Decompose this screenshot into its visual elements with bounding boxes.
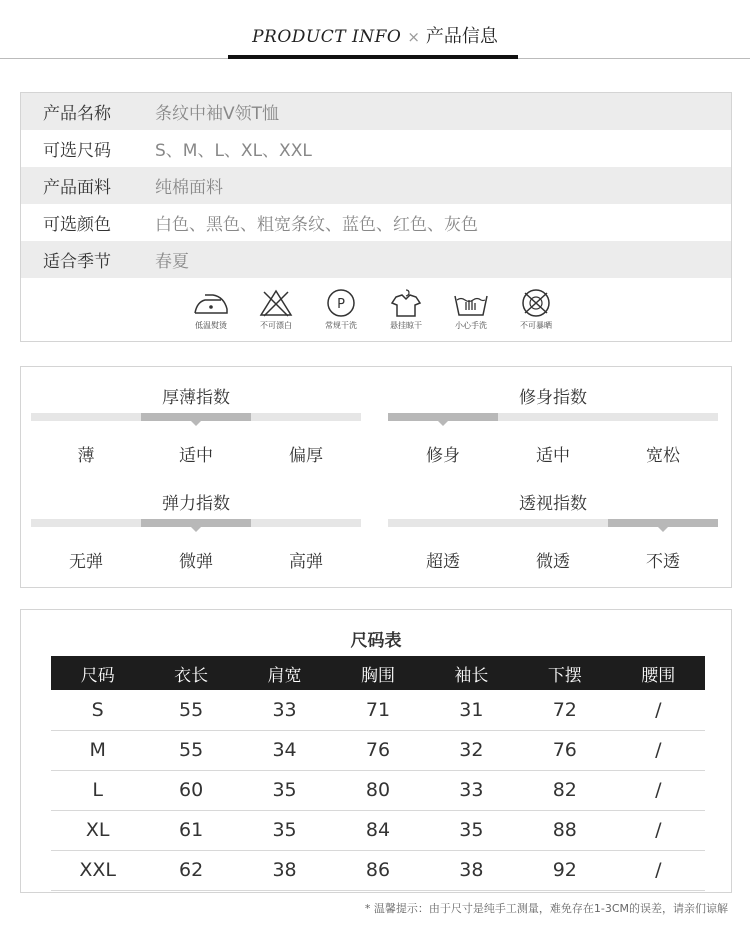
table-cell: 34 xyxy=(238,730,331,770)
table-cell: 82 xyxy=(518,770,611,810)
index-transparency xyxy=(388,473,718,573)
table-cell: / xyxy=(612,770,705,810)
info-value: 春夏 xyxy=(155,252,189,272)
info-row-sizes xyxy=(21,130,731,167)
info-label: 可选颜色 xyxy=(43,215,111,235)
index-option: 偏厚 xyxy=(289,446,323,466)
index-option: 高弹 xyxy=(289,552,323,572)
table-cell: / xyxy=(612,690,705,730)
table-cell: 35 xyxy=(238,810,331,850)
index-pointer xyxy=(191,527,201,532)
care-item xyxy=(441,288,501,331)
iron-low-icon xyxy=(191,288,231,318)
info-row-fabric xyxy=(21,167,731,204)
index-option: 适中 xyxy=(536,446,570,466)
index-pointer xyxy=(438,421,448,426)
table-cell: S xyxy=(51,690,144,730)
table-cell: 33 xyxy=(425,770,518,810)
care-label: 小心手洗 xyxy=(455,321,487,330)
column-header: 衣长 xyxy=(144,656,237,690)
column-header: 胸围 xyxy=(331,656,424,690)
table-cell: / xyxy=(612,850,705,890)
column-header: 下摆 xyxy=(518,656,611,690)
table-cell: 55 xyxy=(144,690,237,730)
table-cell: 35 xyxy=(425,810,518,850)
table-cell: 76 xyxy=(518,730,611,770)
index-option: 不透 xyxy=(646,552,680,572)
info-row-season xyxy=(21,241,731,278)
table-cell: 38 xyxy=(425,850,518,890)
index-track xyxy=(388,519,718,527)
index-title: 弹力指数 xyxy=(162,494,230,514)
table-cell: XXL xyxy=(51,850,144,890)
index-selected-segment xyxy=(608,519,718,527)
table-cell: XL xyxy=(51,810,144,850)
index-option: 修身 xyxy=(426,446,460,466)
table-row xyxy=(51,850,705,890)
index-track xyxy=(388,413,718,421)
index-option: 无弹 xyxy=(69,552,103,572)
svg-text:P: P xyxy=(337,297,345,312)
info-label: 产品名称 xyxy=(43,104,111,124)
care-label: 低温熨烫 xyxy=(195,321,227,330)
table-cell: 31 xyxy=(425,690,518,730)
measurement-note: * 温馨提示：由于尺寸是纯手工测量，难免存在1-3CM的误差，请亲们谅解 xyxy=(364,902,728,915)
page-header xyxy=(0,0,750,60)
index-selected-segment xyxy=(141,413,251,421)
index-elasticity xyxy=(31,473,361,573)
table-cell: 92 xyxy=(518,850,611,890)
header-title-cn: 产品信息 xyxy=(425,26,498,47)
index-title: 修身指数 xyxy=(519,388,587,408)
table-cell: 84 xyxy=(331,810,424,850)
index-track xyxy=(31,413,361,421)
care-item xyxy=(246,288,306,331)
index-thickness xyxy=(31,367,361,467)
index-option: 微透 xyxy=(536,552,570,572)
info-value: 条纹中袖V领T恤 xyxy=(155,104,280,124)
index-option: 薄 xyxy=(77,446,95,466)
index-selected-segment xyxy=(388,413,498,421)
table-cell: 38 xyxy=(238,850,331,890)
no-bleach-icon xyxy=(256,288,296,318)
column-header: 尺码 xyxy=(51,656,144,690)
table-cell: 88 xyxy=(518,810,611,850)
size-table-header xyxy=(51,656,705,690)
info-row-name xyxy=(21,93,731,130)
index-track xyxy=(31,519,361,527)
index-fit xyxy=(388,367,718,467)
info-value: 白色、黑色、粗宽条纹、蓝色、红色、灰色 xyxy=(155,215,478,235)
size-chart-title: 尺码表 xyxy=(350,631,402,651)
info-row-colors xyxy=(21,204,731,241)
info-value: S、M、L、XL、XXL xyxy=(155,141,312,161)
table-cell: 32 xyxy=(425,730,518,770)
size-chart-panel xyxy=(20,609,732,893)
care-item xyxy=(376,288,436,331)
table-cell: L xyxy=(51,770,144,810)
info-label: 可选尺码 xyxy=(43,141,111,161)
care-item xyxy=(311,288,371,331)
hang-dry-icon xyxy=(386,288,426,318)
fit-index-panel xyxy=(20,366,732,588)
table-cell: 76 xyxy=(331,730,424,770)
index-pointer xyxy=(658,527,668,532)
table-cell: M xyxy=(51,730,144,770)
table-cell: / xyxy=(612,730,705,770)
care-label: 不可漂白 xyxy=(260,321,292,330)
table-cell: 33 xyxy=(238,690,331,730)
index-option: 微弹 xyxy=(179,552,213,572)
table-row xyxy=(51,730,705,770)
table-cell: 55 xyxy=(144,730,237,770)
table-cell: 60 xyxy=(144,770,237,810)
column-header: 腰围 xyxy=(612,656,705,690)
care-label: 不可暴晒 xyxy=(520,321,552,330)
table-cell: / xyxy=(612,810,705,850)
hand-wash-icon xyxy=(451,288,491,318)
header-title-en: PRODUCT INFO xyxy=(252,27,402,47)
header-accent-bar xyxy=(228,55,518,59)
header-title xyxy=(0,22,750,48)
index-title: 厚薄指数 xyxy=(162,388,230,408)
care-label: 悬挂晾干 xyxy=(390,321,422,330)
header-separator: × xyxy=(407,28,420,46)
care-item xyxy=(506,288,566,331)
care-icons xyxy=(181,288,561,338)
table-cell: 35 xyxy=(238,770,331,810)
size-table xyxy=(51,656,705,891)
table-row xyxy=(51,770,705,810)
column-header: 袖长 xyxy=(425,656,518,690)
index-option: 超透 xyxy=(426,552,460,572)
table-cell: 72 xyxy=(518,690,611,730)
index-option: 宽松 xyxy=(646,446,680,466)
table-cell: 62 xyxy=(144,850,237,890)
index-pointer xyxy=(191,421,201,426)
info-value: 纯棉面料 xyxy=(155,178,223,198)
table-cell: 61 xyxy=(144,810,237,850)
column-header: 肩宽 xyxy=(238,656,331,690)
dry-clean-icon xyxy=(321,288,361,318)
table-cell: 71 xyxy=(331,690,424,730)
product-info-panel xyxy=(20,92,732,342)
index-selected-segment xyxy=(141,519,251,527)
info-label: 适合季节 xyxy=(43,252,111,272)
table-cell: 80 xyxy=(331,770,424,810)
table-row xyxy=(51,690,705,730)
index-option: 适中 xyxy=(179,446,213,466)
care-item xyxy=(181,288,241,331)
index-title: 透视指数 xyxy=(519,494,587,514)
care-label: 常规干洗 xyxy=(325,321,357,330)
table-row xyxy=(51,810,705,850)
no-sun-icon xyxy=(516,288,556,318)
info-label: 产品面料 xyxy=(43,178,111,198)
table-cell: 86 xyxy=(331,850,424,890)
